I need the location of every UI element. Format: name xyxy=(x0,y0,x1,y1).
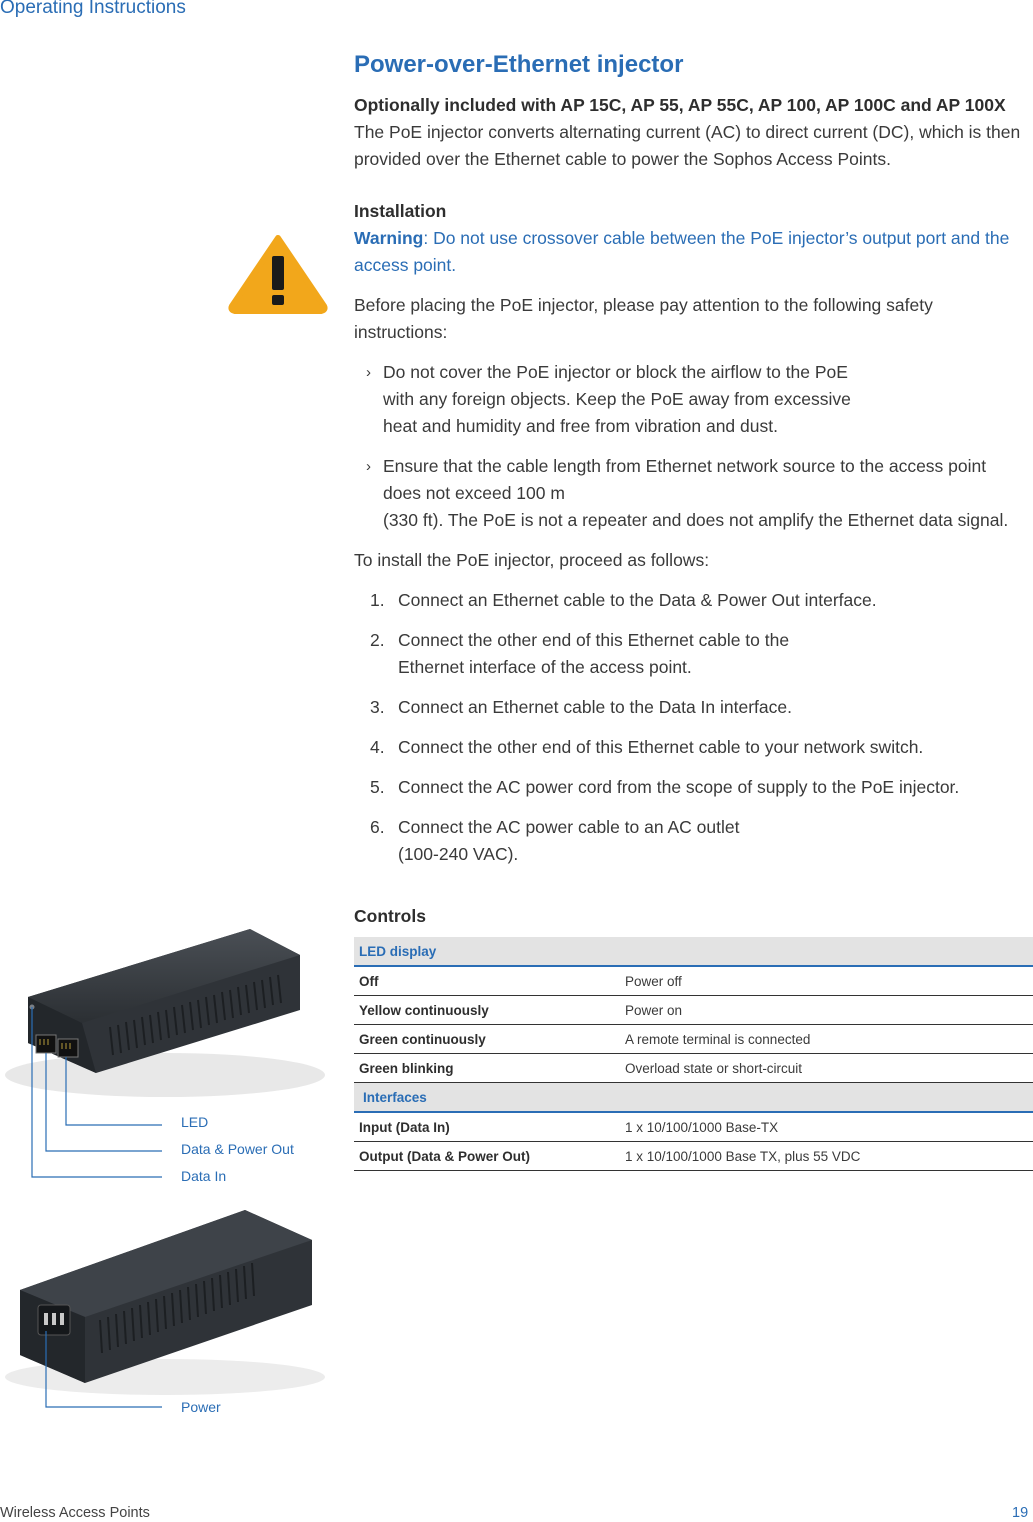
step-line: Ethernet interface of the access point. xyxy=(398,657,692,677)
step-line: Connect the AC power cable to an AC outlet xyxy=(398,817,740,837)
installation-heading: Installation xyxy=(354,201,447,221)
step-number: 3. xyxy=(370,697,385,717)
table-cell-value: Power off xyxy=(620,966,1033,996)
main-content xyxy=(354,50,1026,881)
data-in-callout-label: Data In xyxy=(181,1168,227,1184)
step-item xyxy=(354,774,1026,801)
table-cell-label: Yellow continuously xyxy=(354,996,620,1025)
table-cell-value: 1 x 10/100/1000 Base-TX xyxy=(620,1112,1033,1142)
table-cell-value: Overload state or short-circuit xyxy=(620,1054,1033,1083)
section-title: Power-over-Ethernet injector xyxy=(354,51,684,78)
step-line: Connect an Ethernet cable to the Data & Power Out interface. xyxy=(398,590,877,610)
step-line: (100-240 VAC). xyxy=(398,844,519,864)
table-cell-label: Green continuously xyxy=(354,1025,620,1054)
step-number: 2. xyxy=(370,630,385,650)
installation-steps xyxy=(354,587,1026,868)
controls-table xyxy=(354,937,1033,1171)
table-row xyxy=(354,996,1033,1025)
step-item xyxy=(354,694,1026,721)
table-section-row xyxy=(354,937,1033,966)
controls-heading: Controls xyxy=(354,906,426,926)
led-callout-label: LED xyxy=(181,1114,209,1130)
interfaces-section-header: Interfaces xyxy=(354,1083,1033,1113)
table-cell-value: 1 x 10/100/1000 Base TX, plus 55 VDC xyxy=(620,1142,1033,1171)
table-cell-label: Output (Data & Power Out) xyxy=(354,1142,620,1171)
table-row xyxy=(354,966,1033,996)
warning-label: Warning xyxy=(354,228,424,248)
safety-list xyxy=(354,359,1026,534)
page-number: 19 xyxy=(1012,1505,1029,1521)
table-cell-value: A remote terminal is connected xyxy=(620,1025,1033,1054)
safety-intro: Before placing the PoE injector, please pay attention to the following safety instructions: xyxy=(354,295,933,342)
table-row xyxy=(354,1142,1033,1171)
safety-line: does not exceed 100 m xyxy=(383,483,565,503)
step-line: Connect an Ethernet cable to the Data In interface. xyxy=(398,697,792,717)
safety-line: with any foreign objects. Keep the PoE away from excessive xyxy=(383,389,851,409)
table-row xyxy=(354,1025,1033,1054)
table-cell-value: Power on xyxy=(620,996,1033,1025)
step-number: 5. xyxy=(370,777,385,797)
table-cell-label: Input (Data In) xyxy=(354,1112,620,1142)
led-section-header: LED display xyxy=(354,937,1033,966)
step-item xyxy=(354,734,1026,761)
step-line: Connect the other end of this Ethernet cable to the xyxy=(398,630,790,650)
table-cell-label: Off xyxy=(354,966,620,996)
running-header: Operating Instructions xyxy=(0,0,186,18)
steps-intro: To install the PoE injector, proceed as follows: xyxy=(354,550,710,570)
step-number: 4. xyxy=(370,737,385,757)
safety-item xyxy=(354,453,1026,534)
step-number: 1. xyxy=(370,590,385,610)
footer-product-name: Wireless Access Points xyxy=(0,1505,150,1521)
poe-injector-rear-illustration xyxy=(0,1205,340,1415)
table-section-row xyxy=(354,1083,1033,1113)
warning-text: : Do not use crossover cable between the PoE injector’s output port and the access point. xyxy=(354,228,1010,275)
step-line: Connect the AC power cord from the scope of supply to the PoE injector. xyxy=(398,777,960,797)
included-line: Optionally included with AP 15C, AP 55, AP 55C, AP 100, AP 100C and AP 100X xyxy=(354,95,1006,115)
safety-line: › Do not cover the PoE injector or block the airflow to the PoE xyxy=(383,362,848,382)
table-row xyxy=(354,1054,1033,1083)
table-row xyxy=(354,1112,1033,1142)
warning-icon xyxy=(228,234,328,314)
safety-line: heat and humidity and free from vibration and dust. xyxy=(383,416,778,436)
step-item xyxy=(354,627,1026,681)
data-power-out-callout-label: Data & Power Out xyxy=(181,1141,294,1157)
power-callout-label: Power xyxy=(181,1399,221,1415)
table-cell-label: Green blinking xyxy=(354,1054,620,1083)
intro-paragraph: The PoE injector converts alternating current (AC) to direct current (DC), which is then provided over the Ethernet cable to power the Sophos Access Points. xyxy=(354,122,1021,169)
safety-line: (330 ft). The PoE is not a repeater and does not amplify the Ethernet data signal. xyxy=(383,510,1009,530)
step-number: 6. xyxy=(370,817,385,837)
step-item xyxy=(354,587,1026,614)
step-item xyxy=(354,814,1026,868)
safety-item xyxy=(354,359,1026,440)
step-line: Connect the other end of this Ethernet cable to your network switch. xyxy=(398,737,924,757)
safety-line: › Ensure that the cable length from Ethernet network source to the access point xyxy=(383,456,987,476)
poe-injector-front-illustration xyxy=(0,915,340,1215)
warning-paragraph xyxy=(354,225,1026,279)
